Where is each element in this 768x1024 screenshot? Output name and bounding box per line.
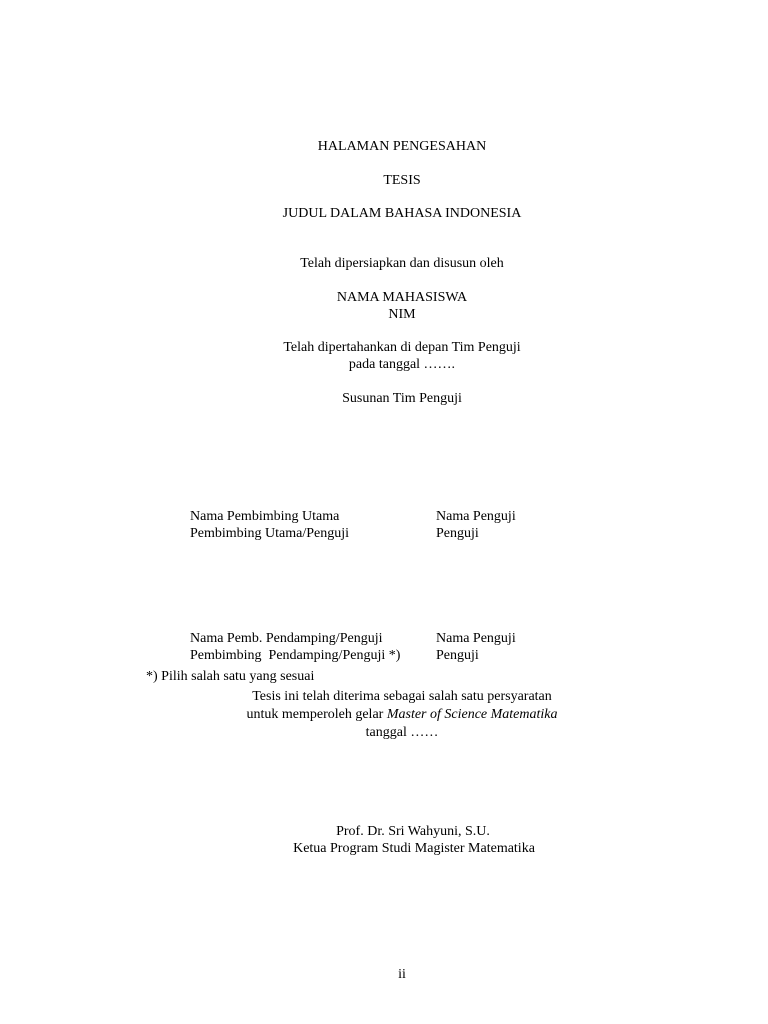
degree-name: Master of Science Matematika xyxy=(386,707,558,722)
footnote: *) Pilih salah satu yang sesuai xyxy=(146,669,315,684)
acceptance-line-2-prefix: untuk memperoleh gelar xyxy=(246,707,387,722)
defense-date-text: pada tanggal ……. xyxy=(348,357,456,372)
examiner-1-role: Penguji xyxy=(436,526,479,541)
student-id: NIM xyxy=(388,307,416,322)
acceptance-date: tanggal …… xyxy=(365,725,439,740)
examiner-1-name: Nama Penguji xyxy=(436,509,516,524)
thesis-title: JUDUL DALAM BAHASA INDONESIA xyxy=(282,206,522,221)
document-type: TESIS xyxy=(383,173,421,188)
page-number: ii xyxy=(398,967,406,982)
signatory-position: Ketua Program Studi Magister Matematika xyxy=(293,841,535,856)
signatory-name: Prof. Dr. Sri Wahyuni, S.U. xyxy=(336,824,490,839)
student-name: NAMA MAHASISWA xyxy=(336,290,468,305)
acceptance-line-2 xyxy=(0,706,768,723)
examiner-2-name: Nama Penguji xyxy=(436,631,516,646)
main-supervisor-role: Pembimbing Utama/Penguji xyxy=(190,526,350,541)
page-title: HALAMAN PENGESAHAN xyxy=(317,139,487,154)
defended-before-text: Telah dipertahankan di depan Tim Penguji xyxy=(283,340,521,355)
co-supervisor-role: Pembimbing Pendamping/Penguji *) xyxy=(190,648,401,663)
acceptance-line-1: Tesis ini telah diterima sebagai salah satu persyaratan xyxy=(252,689,552,704)
committee-heading: Susunan Tim Penguji xyxy=(342,391,462,406)
prepared-by-text: Telah dipersiapkan dan disusun oleh xyxy=(300,256,504,271)
co-supervisor-name: Nama Pemb. Pendamping/Penguji xyxy=(190,631,383,646)
examiner-2-role: Penguji xyxy=(436,648,479,663)
main-supervisor-name: Nama Pembimbing Utama xyxy=(190,509,340,524)
